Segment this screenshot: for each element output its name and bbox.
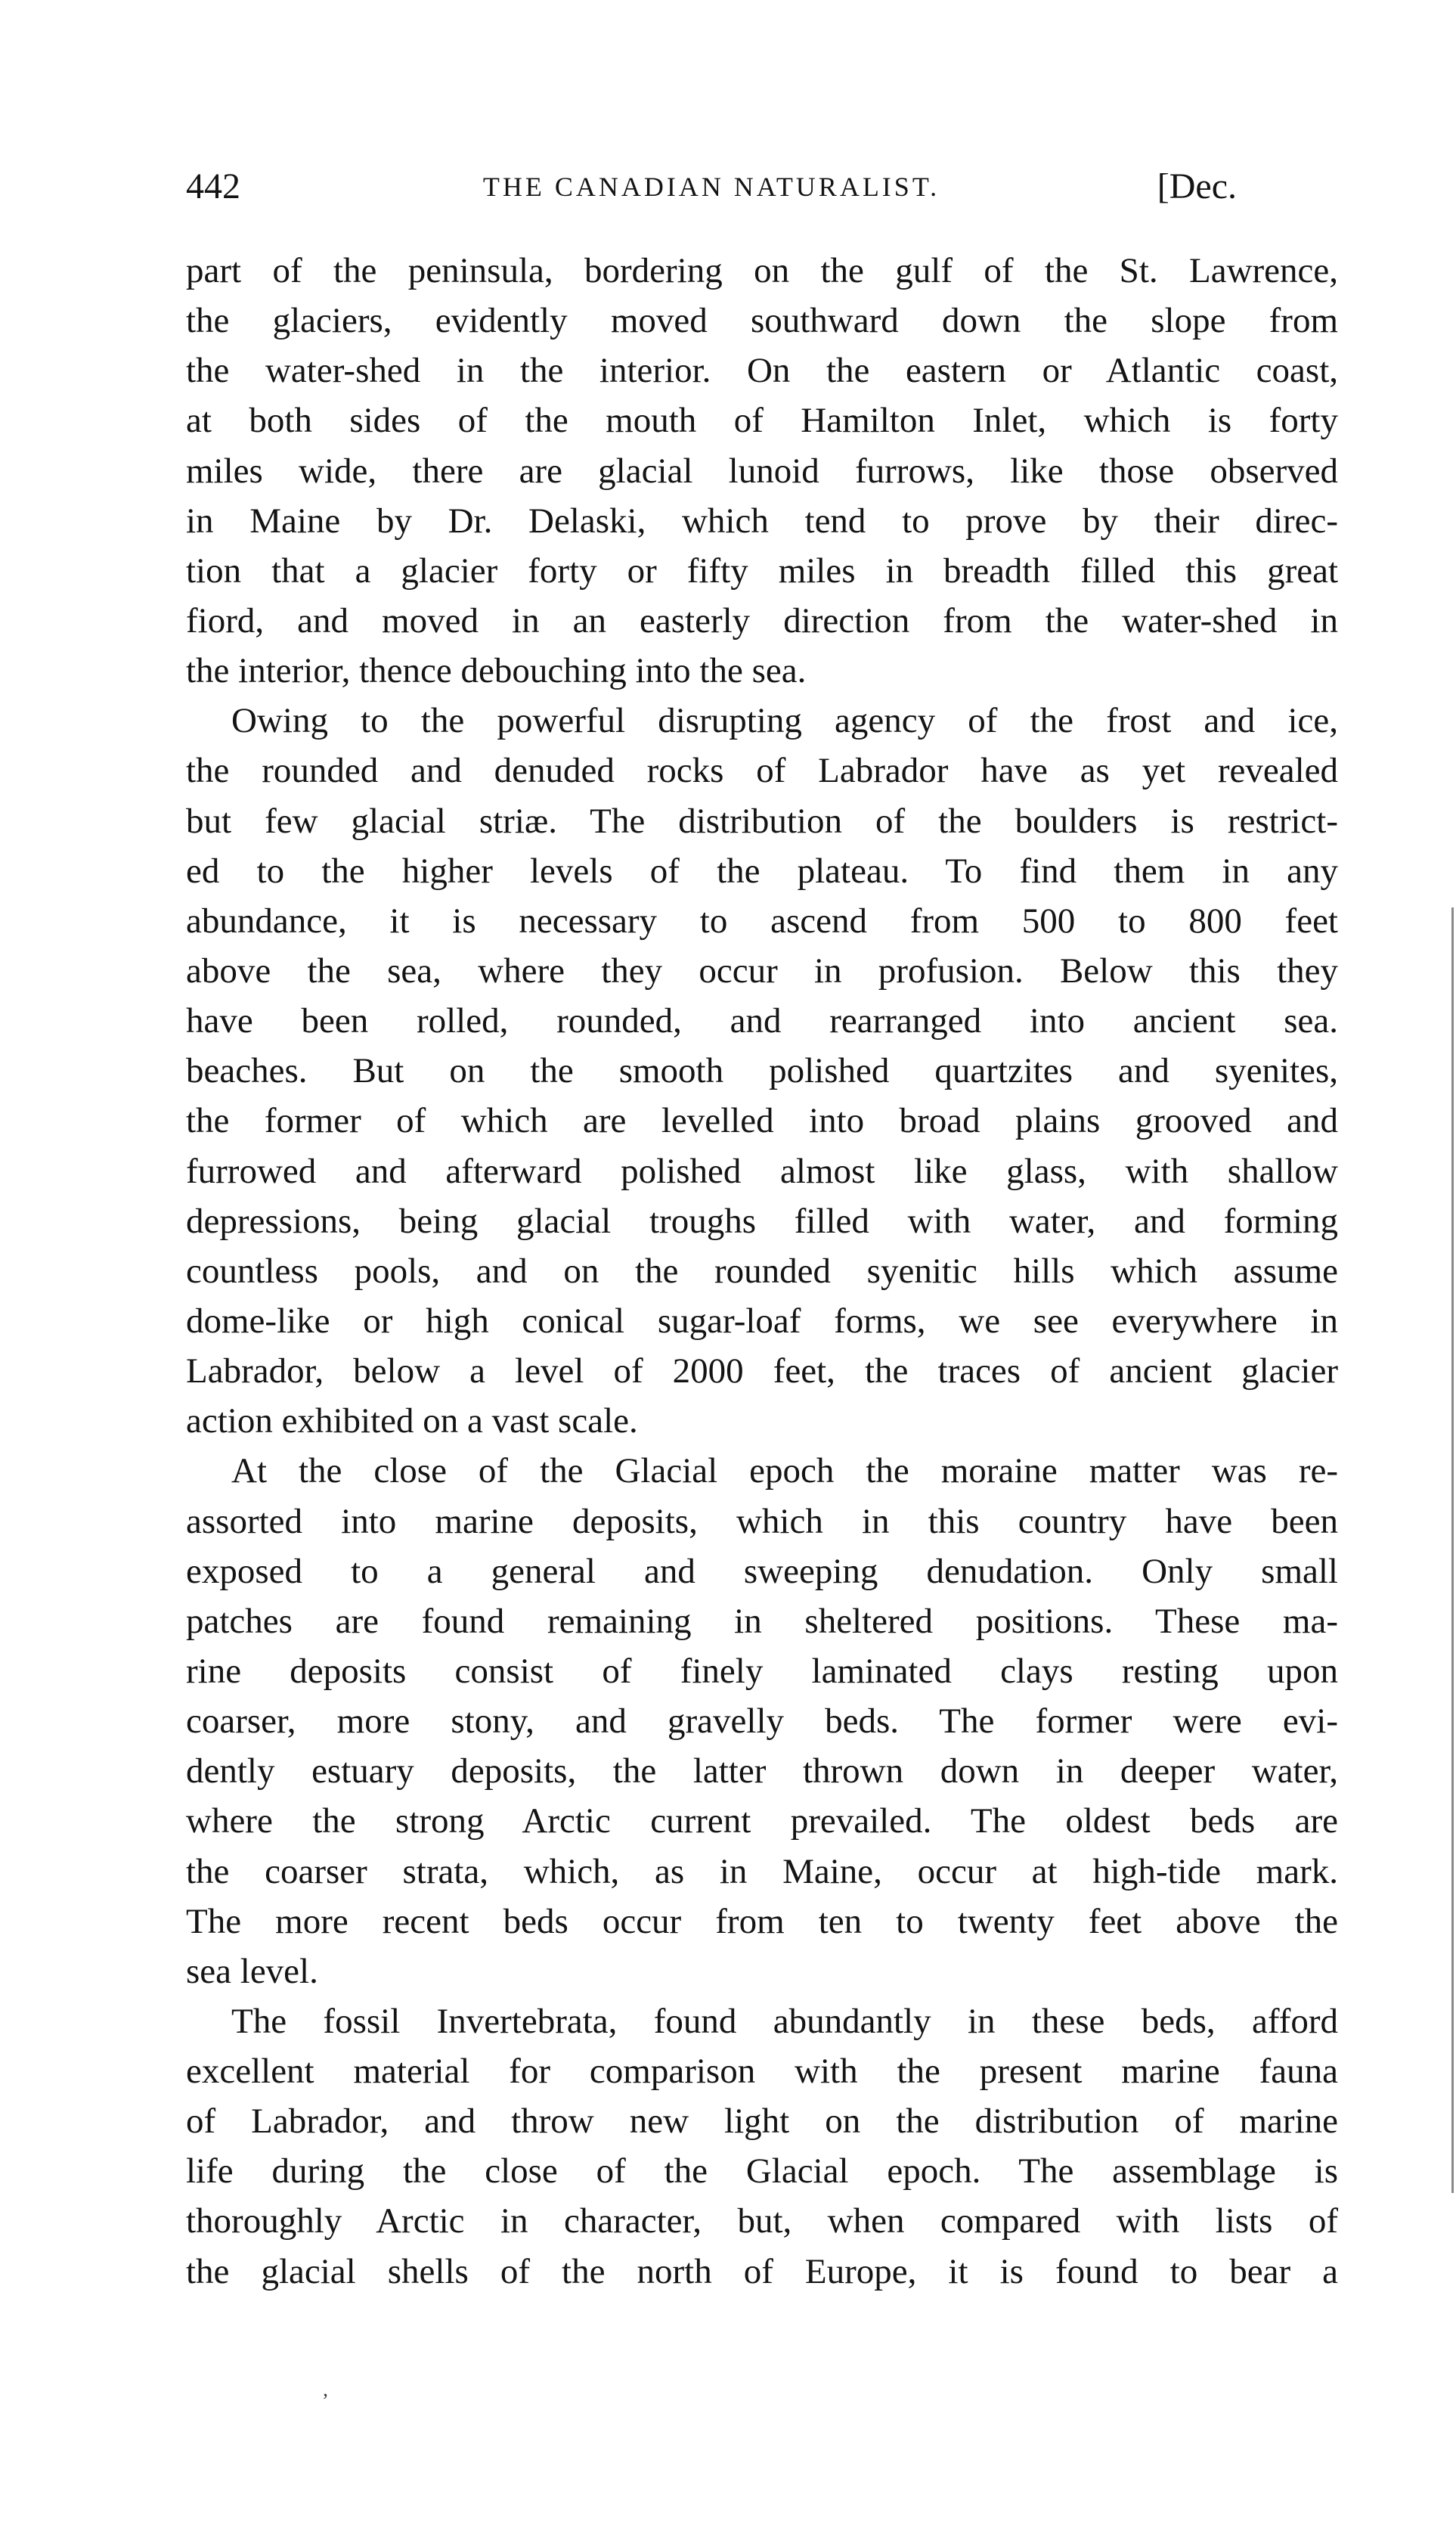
text-line: the glacial shells of the north of Europe, it is found to bear a — [186, 2251, 1338, 2291]
text-line: have been rolled, rounded, and rearranged into ancient sea. — [186, 1001, 1338, 1041]
text-line: furrowed and afterward polished almost like glass, with shallow — [186, 1151, 1338, 1191]
text-line: the rounded and denuded rocks of Labrador have as yet revealed — [186, 751, 1338, 791]
text-line: the interior, thence debouching into the sea. — [186, 651, 807, 691]
text-line: sea level. — [186, 1951, 318, 1991]
text-line: Labrador, below a level of 2000 feet, the traces of ancient glacier — [186, 1351, 1338, 1391]
body-text — [186, 246, 1338, 2297]
text-line: the glaciers, evidently moved southward down the slope from — [186, 301, 1338, 341]
header-date-mark: [Dec. — [1157, 166, 1237, 206]
text-line: life during the close of the Glacial epoch. The assemblage is — [186, 2151, 1338, 2191]
text-line: ed to the higher levels of the plateau. To find them in any — [186, 851, 1338, 891]
page-edge-rule — [1451, 907, 1454, 2193]
text-line: fiord, and moved in an easterly direction from the water-shed in — [186, 600, 1338, 641]
text-line: where the strong Arctic current prevailed. The oldest beds are — [186, 1801, 1338, 1841]
text-line: the former of which are levelled into broad plains grooved and — [186, 1101, 1338, 1141]
text-line: abundance, it is necessary to ascend from 500 to 800 feet — [186, 901, 1338, 941]
page-number: 442 — [186, 166, 240, 206]
text-line: tion that a glacier forty or fifty miles in breadth filled this great — [186, 551, 1338, 591]
stray-ink-mark: ’ — [322, 2390, 329, 2412]
text-line: action exhibited on a vast scale. — [186, 1401, 638, 1441]
text-line: beaches. But on the smooth polished quartzites and syenites, — [186, 1051, 1338, 1091]
text-line: of Labrador, and throw new light on the distribution of marine — [186, 2101, 1338, 2142]
text-line: rine deposits consist of finely laminated clays resting upon — [186, 1651, 1338, 1691]
text-line: depressions, being glacial troughs filled with water, and forming — [186, 1201, 1338, 1241]
text-line: coarser, more stony, and gravelly beds. The former were evi- — [186, 1701, 1338, 1742]
text-line: part of the peninsula, bordering on the gulf of the St. Lawrence, — [186, 251, 1338, 290]
text-line: thoroughly Arctic in character, but, when compared with lists of — [186, 2201, 1338, 2241]
text-line: excellent material for comparison with the present marine fauna — [186, 2052, 1338, 2092]
text-line: The more recent beds occur from ten to twenty feet above the — [186, 1901, 1338, 1941]
text-line: assorted into marine deposits, which in this country have been — [186, 1501, 1338, 1541]
text-line: but few glacial striæ. The distribution of the boulders is restrict- — [186, 801, 1338, 841]
text-line: countless pools, and on the rounded syenitic hills which assume — [186, 1251, 1338, 1291]
text-line: dome-like or high conical sugar-loaf forms, we see everywhere in — [186, 1301, 1338, 1341]
text-line: exposed to a general and sweeping denudation. Only small — [186, 1551, 1338, 1591]
text-line: in Maine by Dr. Delaski, which tend to prove by their direc- — [186, 501, 1338, 541]
paragraph-start-line: Owing to the powerful disrupting agency of the frost and ice, — [231, 701, 1338, 741]
text-line: miles wide, there are glacial lunoid furrows, like those observed — [186, 451, 1338, 491]
text-line: the water-shed in the interior. On the eastern or Atlantic coast, — [186, 351, 1338, 391]
text-line: patches are found remaining in sheltered positions. These ma- — [186, 1601, 1338, 1641]
text-line: dently estuary deposits, the latter thrown down in deeper water, — [186, 1751, 1338, 1791]
running-title: THE CANADIAN NATURALIST. — [482, 172, 940, 202]
paragraph-start-line: At the close of the Glacial epoch the moraine matter was re- — [231, 1451, 1338, 1491]
paragraph-start-line: The fossil Invertebrata, found abundantly in these beds, afford — [231, 2001, 1338, 2041]
text-line: the coarser strata, which, as in Maine, occur at high-tide mark. — [186, 1851, 1338, 1891]
page-header — [186, 160, 1237, 213]
text-line: at both sides of the mouth of Hamilton Inlet, which is forty — [186, 401, 1338, 441]
text-line: above the sea, where they occur in profusion. Below this they — [186, 951, 1338, 991]
